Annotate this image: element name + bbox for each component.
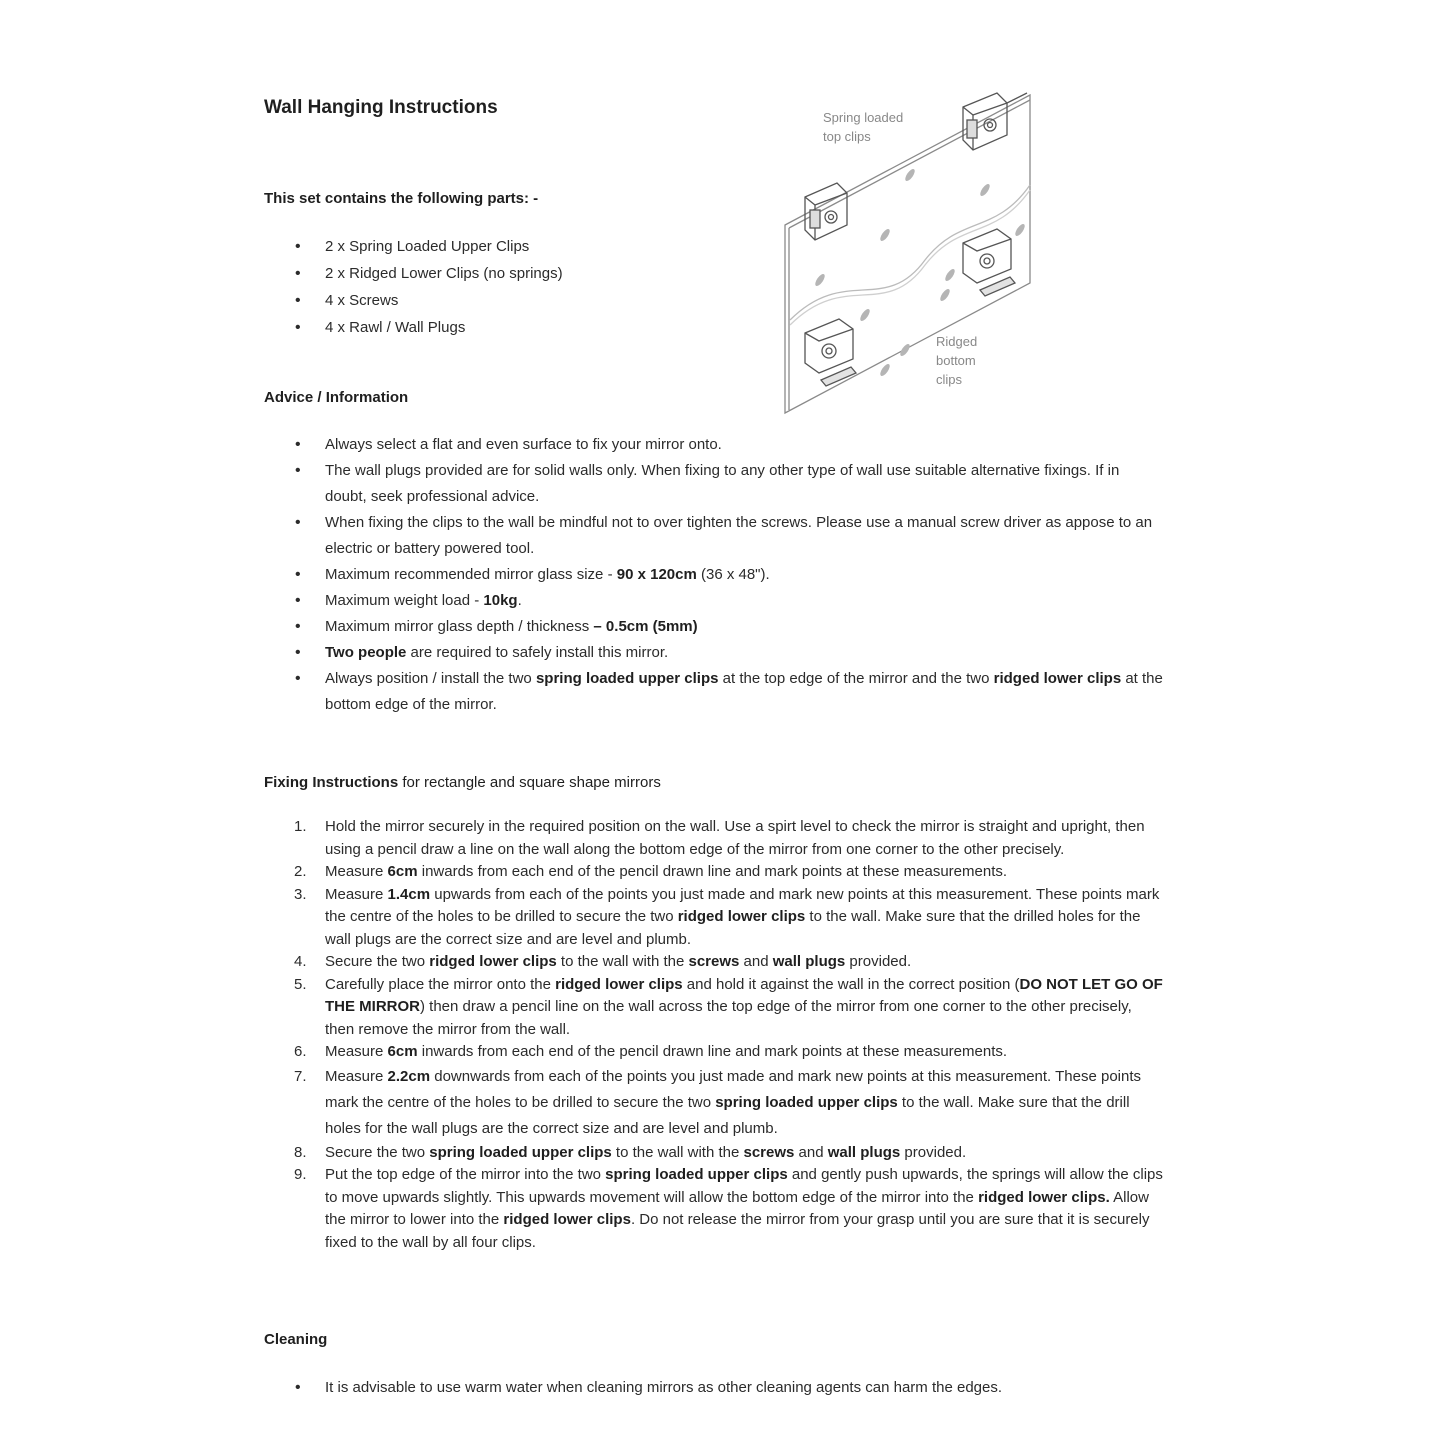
list-item: 6. Measure 6cm inwards from each end of the pencil drawn line and mark points at these measurements. [294, 1043, 1008, 1060]
list-item: 7. Measure 2.2cm downwards from each of the points you just made and mark new points at this measurement. These points mark the centre of the holes to be drilled to secure the two spring loaded upper clips to the wall. Make sure that the drill holes for the wall plugs are the correct size and are level and plumb. [294, 1067, 1142, 1137]
parts-heading: This set contains the following parts: - [264, 190, 539, 207]
list-item: • 4 x Rawl / Wall Plugs [264, 314, 563, 341]
cleaning-list [264, 1375, 1164, 1401]
fixing-heading: Fixing Instructions for rectangle and square shape mirrors [264, 774, 661, 791]
parts-list [264, 233, 563, 341]
list-item: 8. Secure the two spring loaded upper clips to the wall with the screws and wall plugs provided. [294, 1143, 967, 1161]
list-item: • It is advisable to use warm water when cleaning mirrors as other cleaning agents can harm the edges. [264, 1375, 1164, 1401]
list-item: • 2 x Spring Loaded Upper Clips [264, 233, 563, 260]
page-title: Wall Hanging Instructions [264, 97, 498, 118]
bottom-clips-label: Ridged bottom clips [936, 334, 978, 387]
mirror-clips-illustration [775, 85, 1045, 415]
list-item: • The wall plugs provided are for solid walls only. When fixing to any other type of wall use suitable alternative fixings. If in doubt, seek professional advice. [264, 458, 1164, 510]
list-item: 1. Hold the mirror securely in the required position on the wall. Use a spirt level to check the mirror is straight and upright, then using a pencil draw a line on the wall along the bottom edge of the mirror from one corner to the other precisely. [294, 818, 1145, 858]
top-clips-label: Spring loaded top clips [823, 110, 904, 144]
advice-list [264, 432, 1164, 718]
list-item: • Always position / install the two spring loaded upper clips at the top edge of the mirror and the two ridged lower clips at the bottom edge of the mirror. [264, 666, 1164, 718]
fixing-steps [264, 816, 1164, 1254]
list-item: • 2 x Ridged Lower Clips (no springs) [264, 260, 563, 287]
cleaning-heading: Cleaning [264, 1331, 328, 1348]
list-item: 5. Carefully place the mirror onto the ridged lower clips and hold it against the wall in the correct position (DO NOT LET GO OF THE MIRROR) then draw a pencil line on the wall across the top edge of the mirror from one corner to the other precisely, then remove the mirror from the wall. [294, 975, 1163, 1038]
mirror-diagram-icon [775, 85, 1045, 415]
list-item: • Maximum recommended mirror glass size - 90 x 120cm (36 x 48"). [264, 562, 1164, 588]
list-item: • Maximum weight load - 10kg. [264, 588, 1164, 614]
list-item: • When fixing the clips to the wall be mindful not to over tighten the screws. Please use a manual screw driver as appose to an electric or battery powered tool. [264, 510, 1164, 562]
list-item: • Maximum mirror glass depth / thickness – 0.5cm (5mm) [264, 614, 1164, 640]
list-item: 4. Secure the two ridged lower clips to the wall with the screws and wall plugs provided. [294, 953, 912, 970]
list-item: • Always select a flat and even surface to fix your mirror onto. [264, 432, 1164, 458]
list-item: 3. Measure 1.4cm upwards from each of the points you just made and mark new points at this measurement. These points mark the centre of the holes to be drilled to secure the two ridged lower clips to the wall. Make sure that the drilled holes for the wall plugs are the correct size and are level and plumb. [294, 885, 1160, 948]
list-item: 2. Measure 6cm inwards from each end of the pencil drawn line and mark points at these measurements. [294, 863, 1008, 880]
list-item: • Two people are required to safely install this mirror. [264, 640, 1164, 666]
advice-heading: Advice / Information [264, 389, 409, 406]
list-item: 9. Put the top edge of the mirror into the two spring loaded upper clips and gently push upwards, the springs will allow the clips to move upwards slightly. This upwards movement will allow the bottom edge of the mirror into the ridged lower clips. Allow the mirror to lower into the ridged lower clips. Do not release the mirror from your grasp until you are sure that it is securely fixed to the wall by all four clips. [294, 1166, 1163, 1251]
list-item: • 4 x Screws [264, 287, 563, 314]
